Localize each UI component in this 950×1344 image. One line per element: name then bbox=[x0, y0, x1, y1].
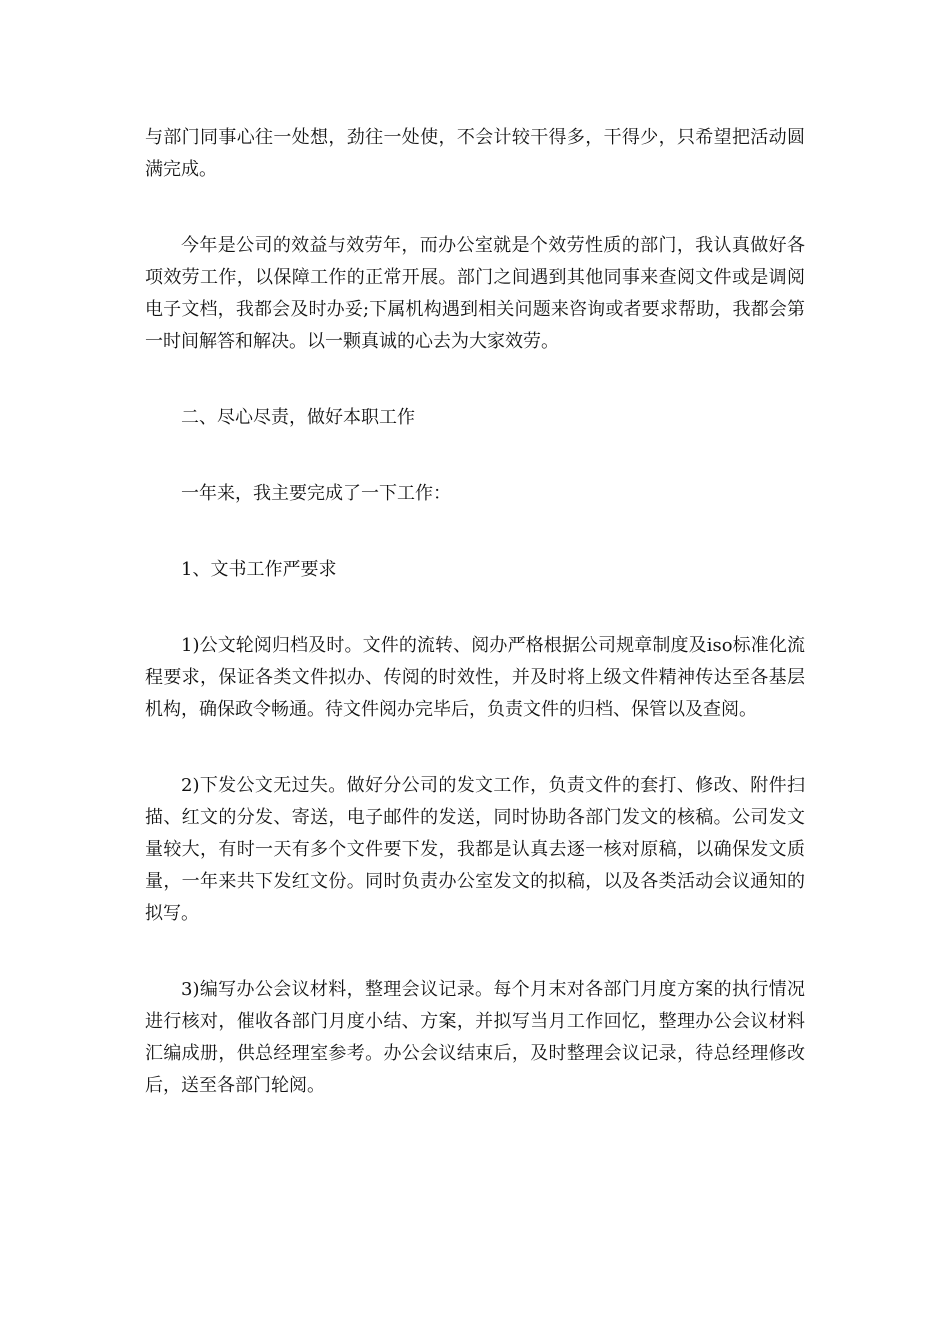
paragraph-service: 今年是公司的效益与效劳年，而办公室就是个效劳性质的部门，我认真做好各项效劳工作，以保障工作的正常开展。部门之间遇到其他同事来查阅文件或是调阅电子文档，我都会及时办妥;下属机构遇到相关问题来咨询或者要求帮助，我都会第一时间解答和解决。以一颗真诚的心去为大家效劳。 bbox=[145, 235, 805, 352]
document-body bbox=[145, 122, 805, 1146]
section-heading: 二、尽心尽责，做好本职工作 bbox=[181, 407, 415, 428]
paragraph-item-3: 3)编写办公会议材料，整理会议记录。每个月末对各部门月度方案的执行情况进行核对，催收各部门月度小结、方案，并拟写当月工作回忆，整理办公会议材料汇编成册，供总经理室参考。办公会议结束后，及时整理会议记录，待总经理修改后，送至各部门轮阅。 bbox=[145, 979, 805, 1096]
paragraph-continued: 与部门同事心往一处想，劲往一处使，不会计较干得多，干得少，只希望把活动圆满完成。 bbox=[145, 127, 805, 180]
paragraph-item-2: 2)下发公文无过失。做好分公司的发文工作，负责文件的套打、修改、附件扫描、红文的分发、寄送，电子邮件的发送，同时协助各部门发文的核稿。公司发文量较大，有时一天有多个文件要下发，我都是认真去逐一核对原稿，以确保发文质量，一年来共下发红文份。同时负责办公室发文的拟稿，以及各类活动会议通知的拟写。 bbox=[145, 775, 805, 924]
paragraph-item-1: 1)公文轮阅归档及时。文件的流转、阅办严格根据公司规章制度及iso标准化流程要求，保证各类文件拟办、传阅的时效性，并及时将上级文件精神传达至各基层机构，确保政令畅通。待文件阅办完毕后，负责文件的归档、保管以及查阅。 bbox=[145, 635, 805, 720]
paragraph-intro: 一年来，我主要完成了一下工作： bbox=[181, 483, 451, 504]
subsection-heading: 1、文书工作严要求 bbox=[181, 559, 337, 580]
